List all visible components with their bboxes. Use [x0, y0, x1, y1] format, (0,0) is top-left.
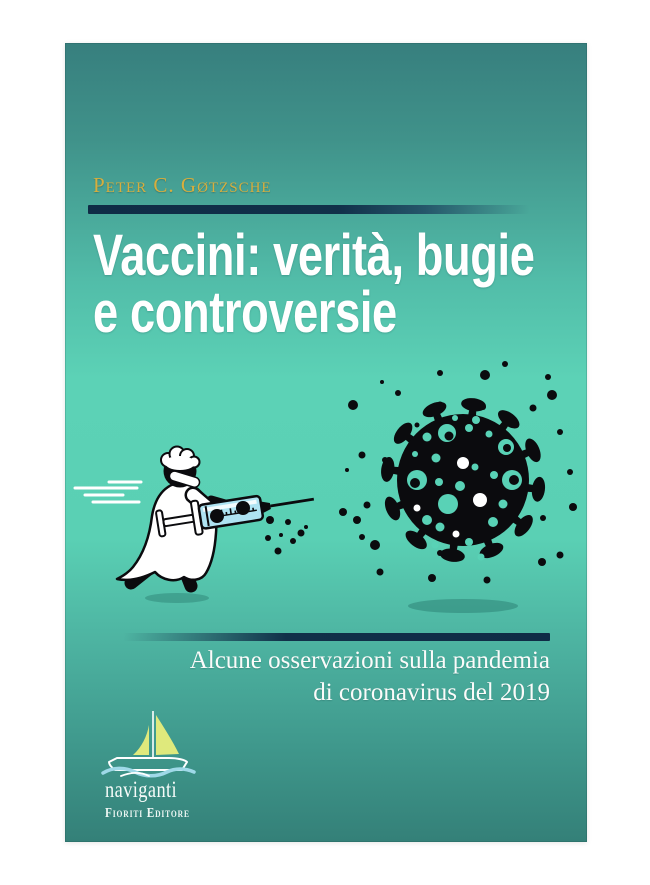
publisher-name: naviganti — [105, 777, 178, 802]
spray-dots — [265, 516, 308, 555]
jib-sail — [133, 725, 149, 755]
sailboat-icon — [99, 709, 199, 781]
subtitle-line-1: Alcune osservazioni sulla pandemia — [189, 647, 550, 674]
speed-lines-icon — [75, 482, 141, 502]
publisher-logo — [99, 709, 289, 839]
virus-shadow — [408, 599, 518, 613]
author-name: Peter C. Gøtzsche — [93, 173, 272, 197]
nurse-shadow — [145, 593, 209, 603]
cover-illustration-icon — [65, 330, 587, 620]
nurse-glove — [210, 509, 224, 523]
title-line-2: e controversie — [93, 280, 397, 345]
book-subtitle — [190, 645, 550, 709]
subtitle-line-2: di coronavirus del 2019 — [313, 679, 550, 706]
subtitle-divider-bar — [110, 633, 550, 641]
needle-hub — [261, 500, 272, 513]
book-cover — [65, 43, 587, 842]
main-sail — [156, 715, 179, 755]
title-line-1: Vaccini: verità, bugie — [93, 223, 535, 288]
title-divider-bar — [88, 205, 543, 214]
book-title — [93, 223, 535, 345]
nurse-icon — [75, 447, 316, 604]
coronavirus-icon — [339, 361, 577, 613]
needle — [270, 498, 314, 508]
publisher-imprint: Fioriti Editore — [105, 805, 190, 820]
nurse-glove — [236, 501, 250, 515]
